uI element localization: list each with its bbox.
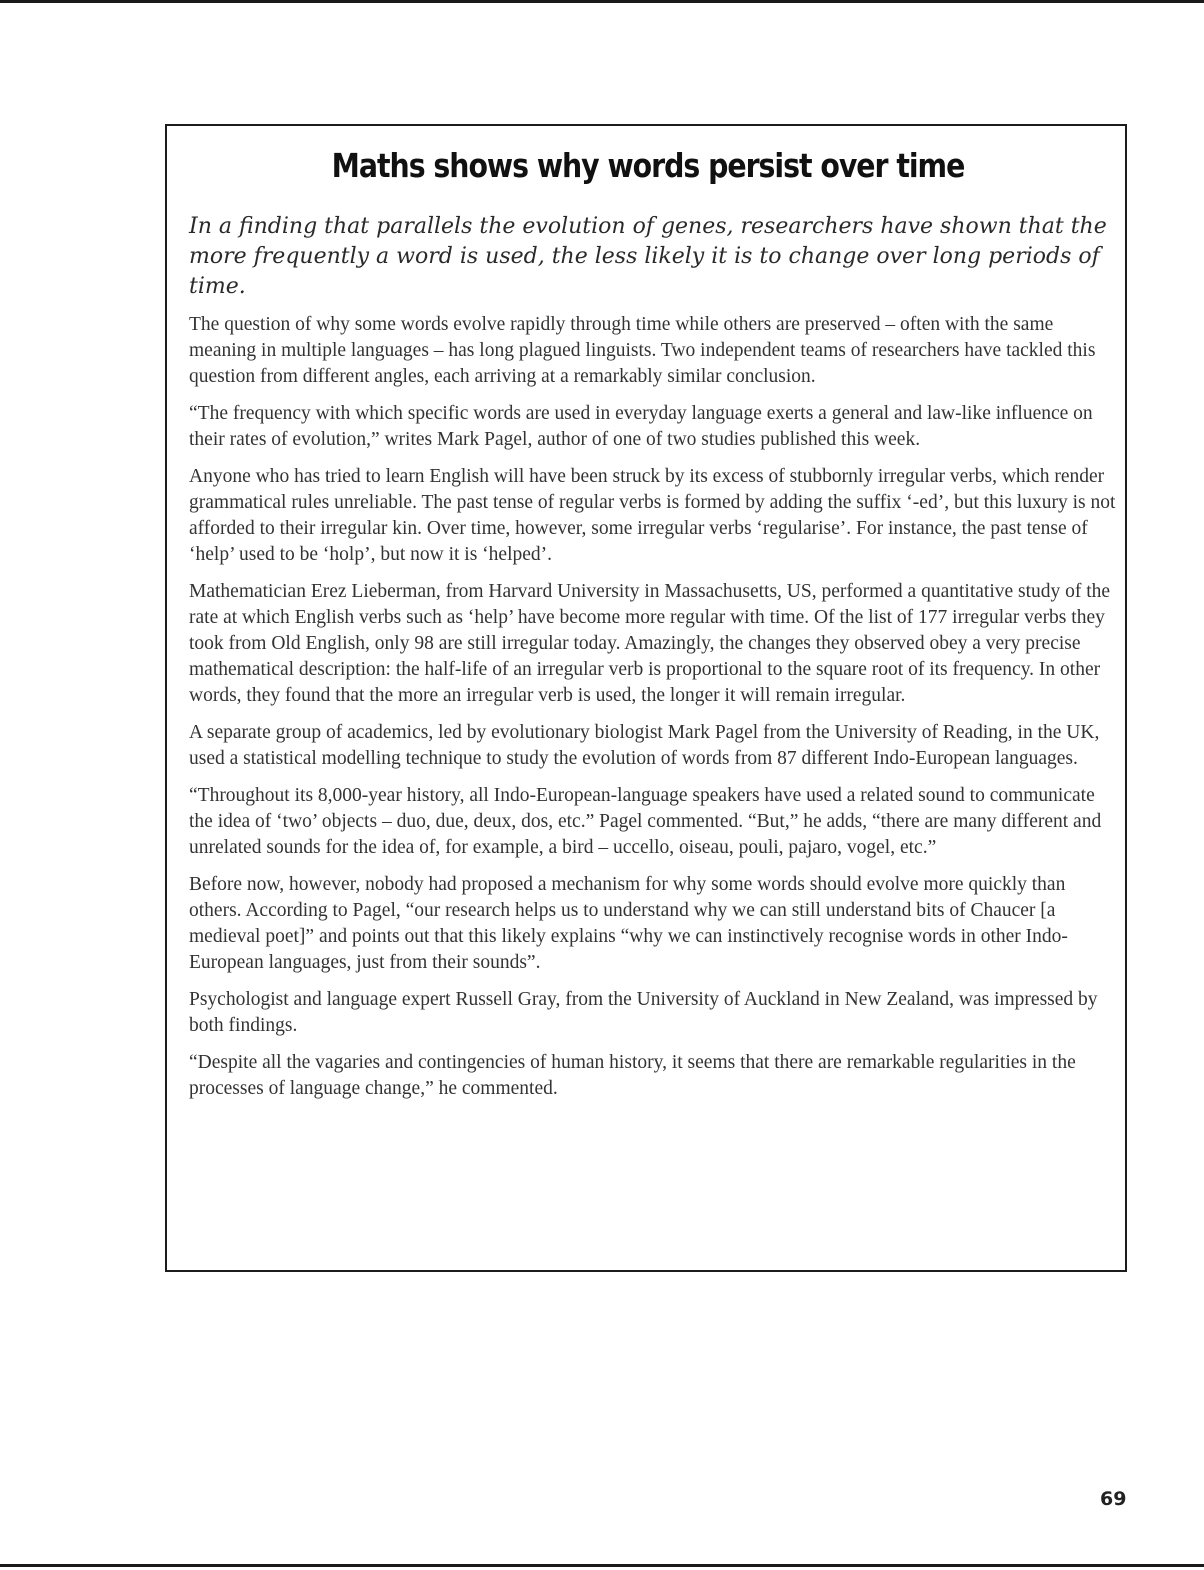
body-paragraph: Anyone who has tried to learn English will have been struck by its excess of stubbornly irregular verbs, which render grammatical rules unreliable. The past tense of regular verbs is formed by adding the suffix ‘-ed’, but this luxury is not afforded to their irregular kin. Over time, however, some irregular verbs ‘regularise’. For instance, the past tense of ‘help’ used to be ‘holp’, but now it is ‘helped’.: [189, 466, 1116, 565]
body-paragraph: Before now, however, nobody had proposed a mechanism for why some words should evolve more quickly than others. According to Pagel, “our research helps us to understand why we can still understand bits of Chaucer [a medieval poet]” and points out that this likely explains “why we can instinctively recognise words in other Indo-European languages, just from their sounds”.: [189, 874, 1068, 973]
bottom-rule: [0, 1564, 1204, 1567]
top-rule: [0, 0, 1204, 3]
body-paragraph: “The frequency with which specific words are used in everyday language exerts a general and law-like influence on their rates of evolution,” writes Mark Pagel, author of one of two studies published this week.: [189, 403, 1093, 450]
page-number: 69: [1100, 1488, 1127, 1510]
body-paragraph: “Throughout its 8,000-year history, all Indo-European-language speakers have used a related sound to communicate the idea of ‘two’ objects – duo, due, deux, dos, etc.” Pagel commented. “But,” he adds, “there are many different and unrelated sounds for the idea of, for example, a bird – uccello, oiseau, pouli, pajaro, vogel, etc.”: [189, 785, 1102, 858]
body-paragraph: Psychologist and language expert Russell Gray, from the University of Auckland in New Zealand, was impressed by both findings.: [189, 989, 1098, 1036]
article-headline: Maths shows why words persist over time: [331, 146, 965, 185]
article-standfirst: In a finding that parallels the evolution of genes, researchers have shown that the more frequently a word is used, the less likely it is to change over long periods of time.: [189, 214, 1107, 299]
body-paragraph: A separate group of academics, led by evolutionary biologist Mark Pagel from the University of Reading, in the UK, used a statistical modelling technique to study the evolution of words from 87 different Indo-European languages.: [189, 722, 1100, 769]
body-paragraph: The question of why some words evolve rapidly through time while others are preserved – often with the same meaning in multiple languages – has long plagued linguists. Two independent teams of researchers have tackled this question from different angles, each arriving at a remarkably similar conclusion.: [189, 314, 1096, 387]
body-paragraph: Mathematician Erez Lieberman, from Harvard University in Massachusetts, US, performed a quantitative study of the rate at which English verbs such as ‘help’ have become more regular with time. Of the list of 177 irregular verbs they took from Old English, only 98 are still irregular today. Amazingly, the changes they observed obey a very precise mathematical description: the half-life of an irregular verb is proportional to the square root of its frequency. In other words, they found that the more an irregular verb is used, the longer it will remain irregular.: [189, 581, 1111, 706]
article-box: [165, 124, 1127, 1272]
body-paragraph: “Despite all the vagaries and contingencies of human history, it seems that there are remarkable regularities in the processes of language change,” he commented.: [189, 1052, 1076, 1099]
article-body: [189, 312, 1119, 1113]
